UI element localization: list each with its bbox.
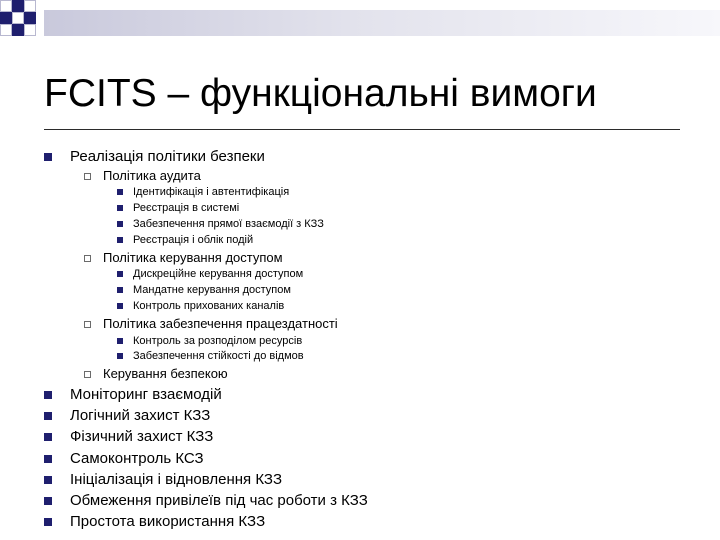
- square-bullet-icon: [117, 221, 123, 227]
- corner-square-decoration: [12, 24, 24, 36]
- square-bullet-icon: [117, 271, 123, 277]
- bullet-item-level-1: Фізичний захист КЗЗ: [70, 428, 214, 445]
- square-bullet-icon: [44, 476, 52, 484]
- bullet-item-level-3: Мандатне керування доступом: [133, 284, 291, 296]
- header-gradient-band: [44, 10, 720, 36]
- slide-title: FCITS – функціональні вимоги: [44, 72, 597, 115]
- square-bullet-icon: [44, 433, 52, 441]
- square-bullet-icon: [44, 455, 52, 463]
- square-bullet-icon: [44, 518, 52, 526]
- title-divider: [44, 129, 680, 130]
- bullet-item-level-3: Забезпечення прямої взаємодії з КЗЗ: [133, 218, 324, 230]
- bullet-item-level-2: Політика керування доступом: [103, 250, 283, 265]
- bullet-item-level-2: Політика аудита: [103, 168, 201, 183]
- bullet-item-level-2: Політика забезпечення працездатності: [103, 316, 338, 331]
- corner-square-decoration: [12, 0, 24, 12]
- bullet-item-level-1: Логічний захист КЗЗ: [70, 407, 211, 424]
- square-bullet-icon: [117, 353, 123, 359]
- square-bullet-icon: [117, 287, 123, 293]
- corner-square-decoration: [24, 0, 36, 12]
- bullet-item-level-1: Самоконтроль КСЗ: [70, 450, 204, 467]
- square-bullet-icon: [117, 205, 123, 211]
- bullet-item-level-2: Керування безпекою: [103, 366, 228, 381]
- bullet-item-level-1: Обмеження привілеїв під час роботи з КЗЗ: [70, 492, 368, 509]
- bullet-item-level-3: Дискреційне керування доступом: [133, 268, 304, 280]
- square-bullet-icon: [117, 338, 123, 344]
- bullet-item-level-3: Забезпечення стійкості до відмов: [133, 350, 304, 362]
- bullet-item-level-3: Реєстрація в системі: [133, 202, 240, 214]
- bullet-item-level-3: Реєстрація і облік подій: [133, 234, 254, 246]
- corner-square-decoration: [0, 24, 12, 36]
- corner-square-decoration: [24, 12, 36, 24]
- hollow-square-bullet-icon: [84, 255, 91, 262]
- bullet-item-level-3: Ідентифікація і автентифікація: [133, 186, 290, 198]
- bullet-item-level-3: Контроль за розподілом ресурсів: [133, 335, 303, 347]
- hollow-square-bullet-icon: [84, 371, 91, 378]
- square-bullet-icon: [44, 497, 52, 505]
- square-bullet-icon: [117, 189, 123, 195]
- bullet-item-level-1: Реалізація політики безпеки: [70, 148, 265, 165]
- hollow-square-bullet-icon: [84, 173, 91, 180]
- bullet-item-level-1: Моніторинг взаємодій: [70, 386, 222, 403]
- corner-square-decoration: [0, 12, 12, 24]
- hollow-square-bullet-icon: [84, 321, 91, 328]
- corner-square-decoration: [24, 24, 36, 36]
- square-bullet-icon: [117, 303, 123, 309]
- corner-square-decoration: [12, 12, 24, 24]
- bullet-item-level-1: Простота використання КЗЗ: [70, 513, 266, 530]
- square-bullet-icon: [44, 391, 52, 399]
- corner-square-decoration: [0, 0, 12, 12]
- square-bullet-icon: [44, 153, 52, 161]
- square-bullet-icon: [44, 412, 52, 420]
- square-bullet-icon: [117, 237, 123, 243]
- bullet-item-level-3: Контроль прихованих каналів: [133, 300, 285, 312]
- bullet-item-level-1: Ініціалізація і відновлення КЗЗ: [70, 471, 283, 488]
